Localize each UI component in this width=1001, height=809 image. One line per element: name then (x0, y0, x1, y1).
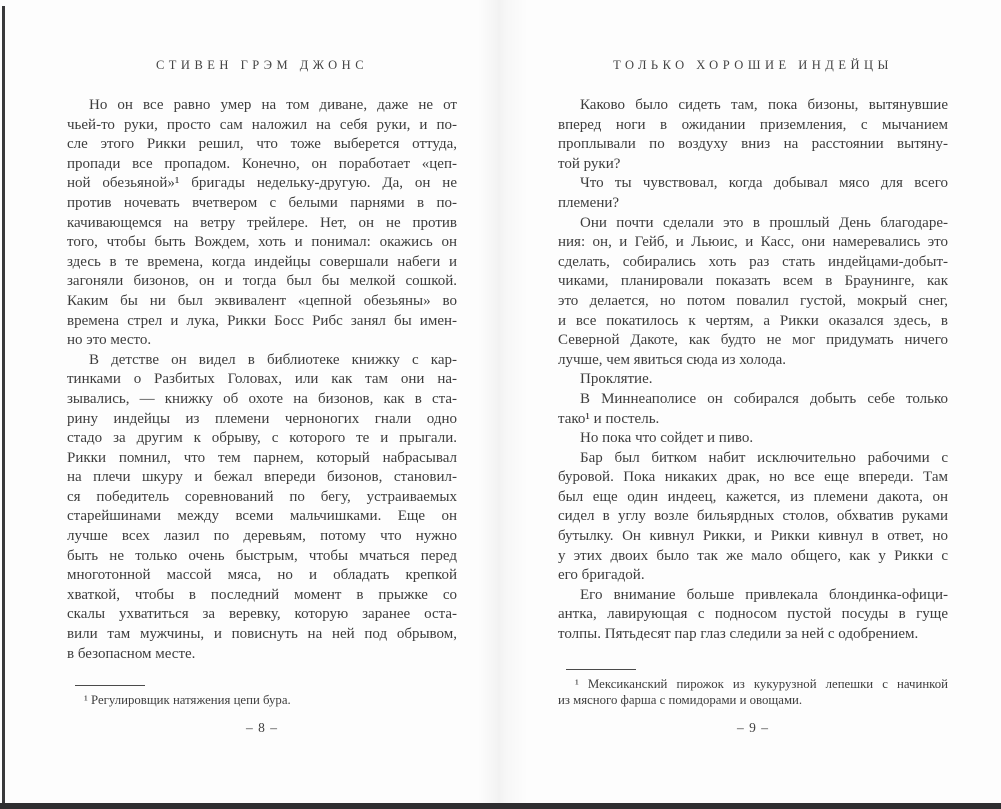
book-line: Каково было сидеть там, пока бизоны, вытянувшие (580, 97, 948, 113)
book-line: Они почти сделали это в прошлый День благодаре- (580, 214, 948, 231)
footnote-separator (566, 669, 636, 670)
book-line: вперед ноги в ожидании приземления, с мычанием (558, 116, 948, 133)
book-line: пропади все пропадом. Конечно, он поработает «цеп- (67, 155, 457, 172)
book-line: сидел в углу возле бильярдных столов, обхватив руками (558, 508, 948, 525)
book-line: Бар был битком набит исключительно рабочими с (580, 449, 948, 466)
book-line: бутылку. Он кивнул Рикки, и Рикки кивнул в ответ, но (558, 528, 948, 545)
book-line: на плечи шкуру и бежал впереди бизонов, становил- (67, 469, 457, 486)
left-page-footer (67, 685, 457, 736)
book-line: Но пока что сойдет и пиво. (580, 430, 754, 447)
book-line: тинками о Разбитых Головах, или как там они на- (67, 371, 457, 388)
book-line: зывались, — книжку об охоте на бизонов, как в ста- (67, 390, 457, 407)
book-line: в безопасном месте. (67, 645, 196, 662)
book-line: здесь в те времена, когда индейцы совершали набеги и (67, 253, 457, 270)
book-line: Проклятие. (580, 371, 653, 388)
book-line: Что ты чувствовал, когда добывал мясо для всего (580, 175, 948, 192)
running-head-author: СТИВЕН ГРЭМ ДЖОНС (155, 58, 369, 72)
book-line: лучше всех лазил по деревьям, потому что нужно (67, 528, 457, 545)
book-line: у этих двоих было так же мало общего, как у Рикки с (558, 547, 948, 564)
book-line: ся победитель соревнований по бегу, устраиваемых (67, 488, 457, 505)
book-line: загоняли бизонов, он и тогда был бы мелкой сошкой. (67, 273, 457, 290)
right-page-footer (558, 669, 948, 736)
running-head-title: ТОЛЬКО ХОРОШИЕ ИНДЕЙЦЫ (613, 58, 893, 72)
book-line: ¹ Мексиканский пирожок из кукурузной лепешки с начинкой (575, 677, 948, 692)
right-page (558, 58, 948, 736)
book-line: ¹ Регулировщик натяжения цепи бура. (84, 693, 291, 708)
book-line: его бригадой. (558, 567, 645, 584)
right-page-body (558, 96, 948, 645)
book-line: ния: он, и Гейб, и Льюис, и Касс, они намеревались это (558, 234, 948, 251)
book-line: проплывали по воздуху вниз на расстоянии вытяну- (558, 136, 948, 153)
book-line: Северной Дакоте, как будто не мог придумать ничего (558, 332, 948, 349)
book-line: качивающемся на ветру трейлере. Нет, он не против (67, 214, 457, 231)
book-line: чьей-то руки, просто сам наложил на себя руки, и по- (67, 116, 457, 133)
book-line: той руки? (558, 155, 621, 172)
book-line: из мясного фарша с помидорами и овощами. (558, 693, 803, 708)
book-line: но это место. (67, 332, 152, 349)
book-gutter-shadow (478, 0, 528, 803)
book-line: того, чтобы быть Вождем, хоть и понимал: окажись он (67, 234, 457, 251)
book-line: быть не только очень быстрым, чтобы мчаться перед (67, 547, 457, 564)
book-line: толпы. Пятьдесят пар глаз следили за ней с одобрением. (558, 626, 919, 643)
book-line: многотонной массой мяса, но и обладать крепкой (67, 567, 457, 584)
left-page (67, 58, 457, 736)
book-line: чиками, планировали показать всем в Браунинге, как (558, 273, 948, 290)
book-line: старейшинами между всеми мальчишками. Еще он (67, 508, 457, 525)
left-page-body (67, 96, 457, 664)
book-line: ной обезьяной»¹ бригады недельку-другую. Да, он не (67, 175, 457, 192)
book-line: сле этого Рикки решил, что тоже выберется оттуда, (67, 136, 457, 153)
book-line: тако¹ и постель. (558, 410, 660, 427)
book-line: В детстве он видел в библиотеке книжку с кар- (89, 351, 457, 368)
book-line: лучше, чем явиться сюда из холода. (558, 351, 787, 368)
right-footnote (558, 677, 948, 709)
book-line: против ночевать вчетвером с белыми парнями в по- (67, 194, 457, 211)
book-line: сделать, собирались хоть раз стать индейцами-добыт- (558, 253, 948, 270)
window-left-border (2, 6, 5, 805)
book-line: времена стрел и лука, Рикки Босс Рибс занял бы имен- (67, 312, 457, 329)
book-line: Рикки помнил, что тем парнем, который набрасывал (67, 449, 457, 466)
book-line: Каким бы ни был эквивалент «цепной обезьяны» во (67, 292, 457, 309)
book-line: Его внимание больше привлекала блондинка-офици- (580, 586, 948, 603)
page-number-left: – 8 – (246, 720, 278, 735)
book-line: Но он все равно умер на том диване, даже не от (89, 97, 457, 113)
book-line: рину индейцы из племени черноногих гнали одно (67, 410, 457, 427)
footnote-separator (75, 685, 145, 686)
book-line: вили там мужчины, и повиснуть на ней под обрывом, (67, 626, 457, 643)
book-line: хваткой, чтобы в последний момент в прыжке со (67, 586, 457, 603)
book-line: скалы ухватиться за веревку, которую заранее оста- (67, 606, 457, 623)
book-line: В Миннеаполисе он собирался добыть себе только (580, 390, 948, 407)
book-line: антка, лавирующая с подносом пустой посуды в гуще (558, 606, 948, 623)
book-line: буровой. Пока никаких драк, но все еще впереди. Там (558, 469, 948, 486)
book-line: был еще один индеец, кажется, из племени дакота, он (558, 488, 948, 505)
book-line: это делается, но потом повалил густой, мокрый снег, (558, 292, 948, 309)
book-line: стадо за другим к обрыву, с которого те и прыгали. (67, 430, 457, 447)
book-line: и все покатилось к чертям, а Рикки оказался здесь, в (558, 312, 948, 329)
window-bottom-bar (0, 803, 1001, 809)
left-footnote (67, 693, 457, 709)
book-line: племени? (558, 194, 620, 211)
page-number-right: – 9 – (737, 720, 769, 735)
